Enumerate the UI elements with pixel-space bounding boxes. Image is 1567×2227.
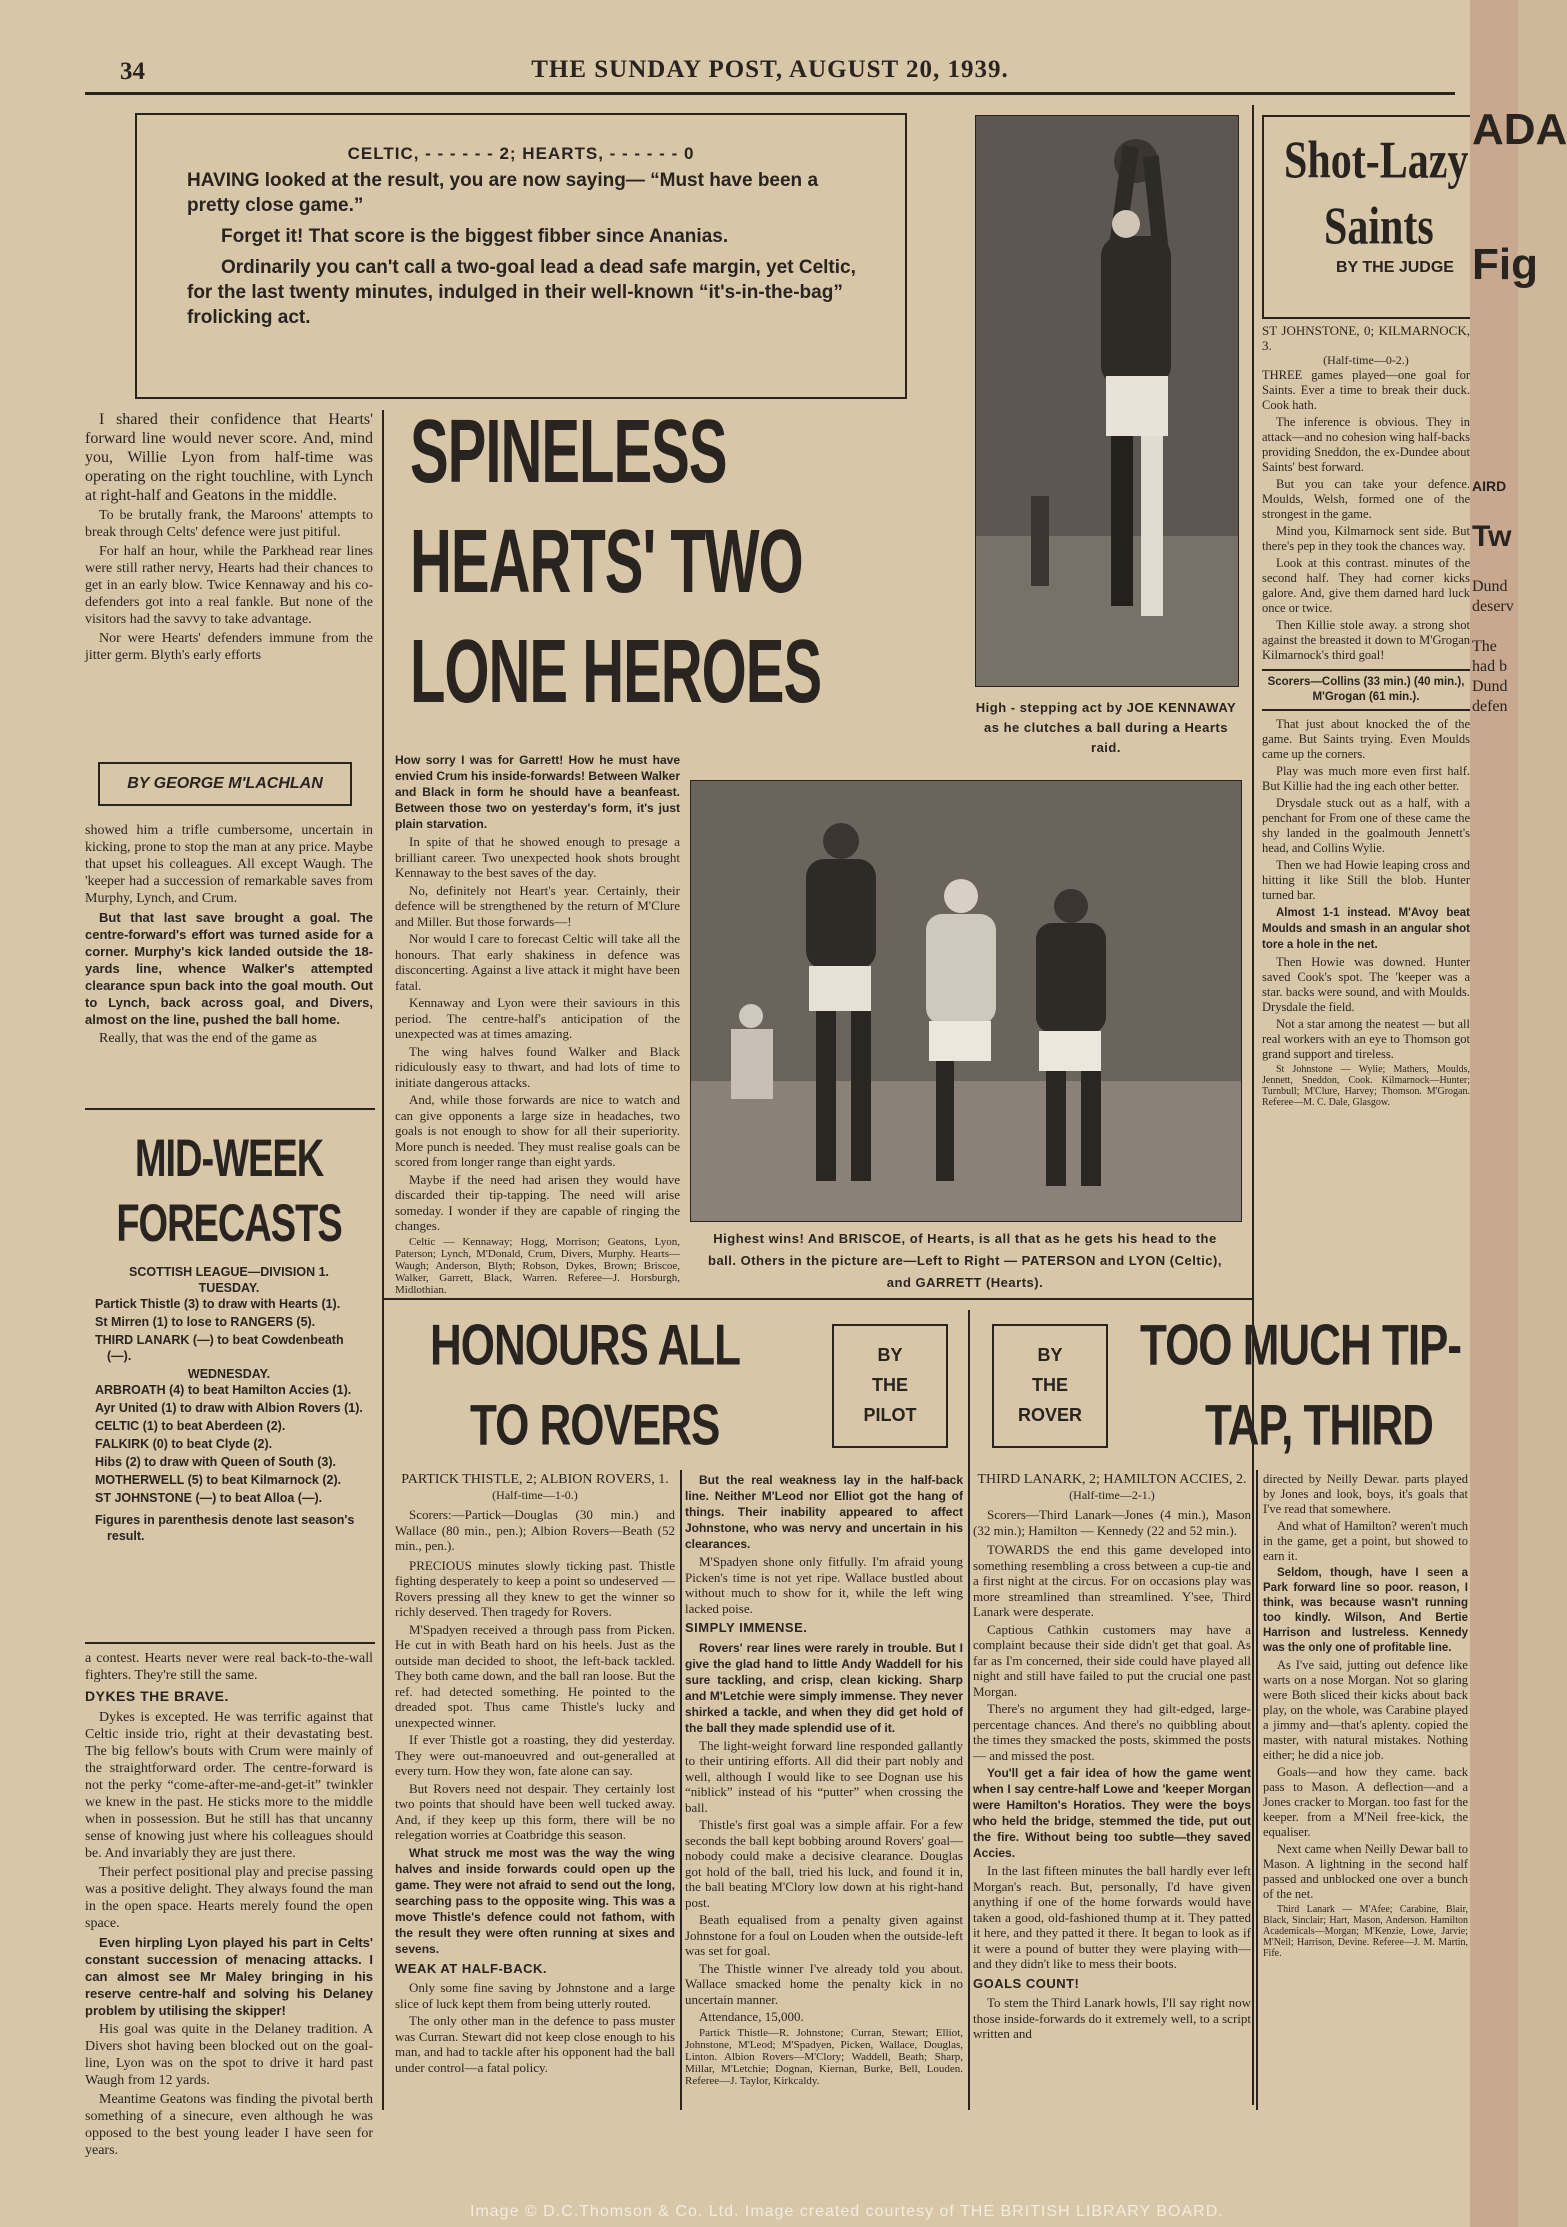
saints-p6: Then Killie stole away. a strong shot against the breasted it down to M'Grogan Kilmarnock's third goal!: [1262, 618, 1470, 662]
col1b-p4: Even hirpling Lyon played his part in Celts' constant succession of menacing attacks. I can almost see Mr Maley bringing in his reserve centre-half and solving his Delaney problem by utilising the skipper!: [85, 1935, 373, 2018]
forecast-tuesday-list: [85, 1296, 373, 1364]
third-sub1: GOALS COUNT!: [973, 1975, 1080, 1991]
edge-text-4: Tw: [1472, 520, 1512, 553]
saints-p2: The inference is obvious. They in attack—and no cohesion wing half-backs providing Sneddon, the ex-Dundee about Saints' best forward.: [1262, 415, 1470, 474]
forecast-box: [85, 1118, 373, 1638]
masthead-title: THE SUNDAY POST, AUGUST 20, 1939.: [531, 56, 1009, 83]
rovers-halftime: (Half-time—1-0.): [492, 1487, 578, 1502]
col2: [395, 752, 680, 1298]
col1b-p3: Their perfect positional play and precise passing was a positive delight. They always found the man in the open space. Hearts merely found the open space.: [85, 1865, 373, 1931]
third-headline: [1140, 1310, 1470, 1470]
rovers-p10: Beath equalised from a penalty given against Johnstone for a foul on Louden when the outside-left was set for goal.: [685, 1912, 963, 1958]
saints-halftime: (Half-time—0-2.): [1323, 353, 1409, 367]
rovers-p6: The only other man in the defence to pass muster was Curran. Stewart did not keep close enough to his man, and had to tackle after his opponent had the ball under control—a fatal policy.: [395, 2013, 675, 2075]
headline-line-3: LONE HEROES: [410, 621, 822, 723]
column-rule-right: [1252, 105, 1254, 2105]
lead-p2: Forget it! That score is the biggest fibber since Ananias.: [221, 226, 729, 247]
rover-the: THE: [1032, 1375, 1068, 1395]
forecast-t1: Partick Thistle (3) to draw with Hearts (1).: [95, 1297, 341, 1311]
pilot-byline-box: [832, 1324, 948, 1448]
saints-headline-box: [1262, 115, 1504, 319]
col1-p4: Nor were Hearts' defenders immune from the jitter germ. Blyth's early efforts: [85, 631, 373, 663]
saints-headline-2: Saints: [1324, 198, 1434, 256]
forecast-t2: St Mirren (1) to lose to RANGERS (5).: [95, 1315, 316, 1329]
rovers-p11: The Thistle winner I've already told you about. Wallace smacked home the penalty kick in no uncertain manner.: [685, 1960, 963, 2007]
forecast-rule-bottom: [85, 1642, 375, 1644]
third-p4: In the last fifteen minutes the ball hardly ever left Morgan's reach. But, personally, I'd have given anything if one of the home forwards would have taken a good, old-fashioned thump at it. They patted it here, and they patted it there. It began to look as if it were a pound of butter they were playing with—and they didn't like to mess their boots.: [973, 1863, 1251, 1971]
third-p5: To stem the Third Lanark howls, I'll say right now those inside-forwards do it extremely well, to a script written and: [973, 1995, 1251, 2041]
column-rule-mid: [968, 1310, 970, 2110]
edge-text-5: Dund: [1472, 578, 1508, 595]
photo-goalkeeper: [975, 115, 1239, 687]
third-halftime: (Half-time—2-1.): [1069, 1487, 1155, 1502]
page-number: 34: [120, 58, 145, 85]
col2-p5: The wing halves found Walker and Black ridiculously easy to thwart, and had lots of time to initiate dangerous attacks.: [395, 1043, 680, 1090]
lead-box: [135, 113, 907, 399]
edge-text-3: AIRD: [1472, 478, 1507, 494]
rovers-scorers: Scorers:—Partick—Douglas (30 min.) and Wallace (80 min., pen.); Albion Rovers—Beath (52 min., pen.).: [395, 1507, 675, 1553]
rovers-sub2: SIMPLY IMMENSE.: [685, 1620, 808, 1635]
forecast-w6: MOTHERWELL (5) to beat Kilmarnock (2).: [95, 1473, 342, 1487]
saints-p7: That just about knocked the of the game. But Saints trying. Even Moulds came up the corners.: [1262, 717, 1470, 761]
col1-mid: [85, 822, 373, 1049]
col1b-p2: Dykes is excepted. He was terrific against that Celtic inside trio, right at their devastating best. The big fellow's bouts with Crum were mainly of the straightforward order. The centre-forward is not the perky “come-after-me-and-get-it” twinkler we knew in the past. He sticks more to the middle when in possession. But he still has that uncanny sense of knowing just where his colleagues should be. And invariably they are just there.: [85, 1710, 373, 1861]
goalkeeper-photo-art: [976, 116, 1238, 686]
saints-p3: But you can take your defence. Moulds, Welsh, formed one of the strongest in the game.: [1262, 477, 1470, 521]
edge-text-6: deserv: [1472, 598, 1514, 615]
lead-result: CELTIC, - - - - - - 2; HEARTS, - - - - - - 0: [347, 144, 695, 163]
lower-section-rule: [382, 1298, 1254, 1300]
photo-header-duel: [690, 780, 1242, 1222]
third-p2: Captious Cathkin customers may have a complaint because their side didn't get that goal. As far as I'm concerned, their side could have played all night and still have failed to put the crucial one past Morgan.: [973, 1621, 1251, 1699]
col2-p4: Kennaway and Lyon were their saviours in this period. The centre-half's anticipation of the unexpected was at times amazing.: [395, 995, 680, 1041]
col2-p6: And, while those forwards are nice to watch and can give opponents a large size in headaches, two goals is not enough to show for all their superiority. More punch is needed. They must realise goals can be scored from longer range than eight yards.: [395, 1092, 680, 1169]
col2-teams: Celtic — Kennaway; Hogg, Morrison; Geatons, Lyon, Paterson; Lynch, M'Donald, Crum, Divers, Murphy. Hearts—Waugh; Anderson, Blyth; Robson, Dykes, Brown; Briscoe, Walker, Garrett, Black, Warren. Referee—J. Horsburgh, Midlothian.: [395, 1235, 680, 1296]
adjacent-page-edge: [1470, 0, 1567, 2227]
saints-teams: St Johnstone — Wylie; Mathers, Moulds, Jennett, Sneddon, Cook. Kilmarnock—Hunter; Turnbull; M'Clure, Harvey; Thomson. M'Grogan. Referee—M. C. Dale, Glasgow.: [1262, 1064, 1470, 1108]
forecast-rule: [85, 1108, 375, 1110]
edge-text-10: defen: [1472, 698, 1508, 715]
column-rule-2: [680, 1470, 682, 2110]
col1b-sub1: DYKES THE BRAVE.: [85, 1688, 229, 1704]
rovers-p9: Thistle's first goal was a simple affair. For a few seconds the ball kept bobbing around Rovers' goal—nobody could make a decisive clearance. Douglas got hold of the ball, tried his luck, and found it in, the ball beating M'Clory low down at his right-hand post.: [685, 1817, 963, 1910]
third-col-b: [1263, 1472, 1468, 2112]
saints-p11: Then Howie was downed. Hunter saved Cook's spot. The 'keeper was a star. backs were sound, and with Moulds. Drysdale the field.: [1262, 955, 1470, 1014]
photo2-caption: Highest wins! And BRISCOE, of Hearts, is all that as he gets his head to the ball. Others in the picture are—Left to Right — PATERSON and LYON (Celtic), and GARRETT (Hearts).: [708, 1231, 1222, 1290]
pilot-the: THE: [872, 1375, 908, 1395]
third-c2p2: And what of Hamilton? weren't much in the game, get a point, but showed to earn it.: [1263, 1519, 1468, 1563]
col1-top: [85, 410, 373, 666]
saints-bold1: Almost 1-1 instead. M'Avoy beat Moulds and smash in an angular shot tore a hole in the net.: [1262, 907, 1470, 951]
edge-text-9: Dund: [1472, 678, 1508, 695]
forecast-w4: FALKIRK (0) to beat Clyde (2).: [95, 1437, 273, 1451]
saints-p8: Play was much more even first half. But Killie had the ing each other better.: [1262, 764, 1470, 793]
rovers-col-b: [685, 1472, 963, 2089]
saints-p12: Not a star among the neatest — but all real workers with an eye to Thomson got grand support and tireless.: [1262, 1017, 1470, 1061]
col1b-p6: Meantime Geatons was finding the pivotal berth something of a sinecure, even although he was opposed to the best young leader I have seen for years.: [85, 2092, 373, 2158]
col2-p2: No, definitely not Heart's year. Certainly, their defence will be strengthened by the return of M'Clure and Miller. But those forwards—!: [395, 882, 680, 929]
headline-line-1: SPINELESS: [410, 401, 727, 503]
forecast-t3: THIRD LANARK (—) to beat Cowdenbeath (—).: [95, 1333, 344, 1363]
rovers-bold2: But the real weakness lay in the half-back line. Neither M'Leod nor Elliot got the hang of things. Their inability appeared to affect Johnstone, who was nervy and uncertain in his clearances.: [685, 1473, 963, 1551]
column-rule-4: [1256, 1470, 1258, 2110]
rover-name: ROVER: [1017, 1405, 1082, 1425]
third-p3: There's no argument they had gilt-edged, large-percentage chances. And there's no quibbling about the times they smacked the posts, skimmed the posts — and missed the post.: [973, 1701, 1251, 1763]
third-headline-1: TOO MUCH TIP-: [1140, 1314, 1462, 1378]
rovers-p7: M'Spadyen shone only fitfully. I'm afraid young Picken's time is not yet ripe. Wallace bustled about without much to show for it, while the left wing lacked poise.: [685, 1554, 963, 1616]
col1b-p1: a contest. Hearts never were real back-to-the-wall fighters. They're still the same.: [85, 1651, 373, 1683]
rovers-headline-1: HONOURS ALL: [430, 1314, 741, 1378]
col2-p7: Maybe if the need had arisen they would have discarded their tip-tapping. The need will arise someday. I wonder if they are capable of ringing the changes.: [395, 1171, 680, 1233]
rovers-sub1: WEAK AT HALF-BACK.: [395, 1960, 547, 1976]
saints-scorers: Scorers—Collins (33 min.) (40 min.), M'Grogan (61 min.).: [1267, 676, 1465, 703]
copyright-footer: Image © D.C.Thomson & Co. Ltd. Image created courtesy of THE BRITISH LIBRARY BOARD.: [470, 2203, 1224, 2220]
edge-text-2: Fig: [1472, 240, 1538, 289]
rovers-p4: But Rovers need not despair. They certainly lost two points that should have been well tucked away. And, if they keep up this form, there will be no relegation worries at Coatbridge this season.: [395, 1780, 675, 1842]
third-headline-2: TAP, THIRD: [1205, 1394, 1433, 1458]
page-header: [85, 50, 1455, 95]
rovers-bold3: Rovers' rear lines were rarely in trouble. But I give the glad hand to little Andy Waddell for his sure tackling, and crisp, clean kicking. Sharp and M'Letchie were simply immense. They never shirked a tackle, and when they did get hold of the ball they made splendid use of it.: [685, 1640, 963, 1735]
pilot-name: PILOT: [863, 1405, 917, 1425]
header-duel-photo-art: [691, 781, 1241, 1221]
third-c2p5: Next came when Neilly Dewar ball to Mason. A lightning in the second half passed and unblocked one over a bunch of the net.: [1263, 1842, 1468, 1901]
third-result: THIRD LANARK, 2; HAMILTON ACCIES, 2.: [977, 1472, 1247, 1487]
rovers-bold1: What struck me most was the way the wing halves and inside forwards could open up the game. They were not afraid to send out the long, searching pass to the opposite wing. This was a move Thistle's defence could not fathom, with the result they were often running at sixes and sevens.: [395, 1845, 675, 1956]
third-c2p4: Goals—and how they came. back pass to Mason. A deflection—and a Jones cracker to Morgan. too fast for the keeper. from a M'Neil free-kick, the equaliser.: [1263, 1765, 1468, 1839]
rovers-headline: [430, 1310, 820, 1470]
rovers-col-a: [395, 1472, 675, 2077]
lead-p3: Ordinarily you can't call a two-goal lead a dead safe margin, yet Celtic, for the last twenty minutes, indulged in their well-known “it's-in-the-bag” frolicking act.: [187, 257, 856, 328]
rovers-teams: Partick Thistle—R. Johnstone; Curran, Stewart; Elliot, Johnstone, M'Leod; M'Spadyen, Picken, Wallace, Douglas, Linton. Albion Rovers—M'Clory; Waddell, Beath; Sharp, Millar, M'Letchie; Dognan, Kiernan, Burke, Bell, Louden. Referee—J. Taylor, Kirkcaldy.: [685, 2026, 963, 2087]
third-scorers: Scorers—Third Lanark—Jones (4 min.), Mason (32 min.); Hamilton — Kennedy (22 and 52 min.).: [973, 1507, 1251, 1538]
forecast-w5: Hibs (2) to draw with Queen of South (3).: [95, 1455, 336, 1469]
third-c2bold: Seldom, though, have I seen a Park forward line so poor. reason, I think, was because wasn't running too kindly. Wilson, And Bertie Harrison and lustreless. Kennedy was the only one of profitable line.: [1263, 1567, 1468, 1654]
column-rule-1: [382, 410, 384, 2110]
headline-line-2: HEARTS' TWO: [410, 511, 803, 613]
third-c2p1: directed by Neilly Dewar. parts played by Jones and look, boys, it's goals that I've read that somewhere.: [1263, 1472, 1468, 1516]
saints-headline-1: Shot-Lazy: [1284, 132, 1469, 190]
forecast-title-1: MID-WEEK: [134, 1130, 324, 1189]
rovers-p1: PRECIOUS minutes slowly ticking past. Thistle fighting desperately to keep a point so undeserved — Rovers pressing all they knew to get the winner so richly deserved. Then tragedy for Rovers.: [395, 1557, 675, 1619]
saints-p10: Then we had Howie leaping cross and hitting it like Still the blob. Hunter turned bar.: [1262, 858, 1470, 902]
photo1-caption: High - stepping act by JOE KENNAWAY as he clutches a ball during a Hearts raid.: [975, 700, 1237, 755]
saints-column: [1262, 115, 1470, 1295]
rovers-headline-2: TO ROVERS: [470, 1394, 720, 1458]
col2-p3: Nor would I care to forecast Celtic will take all the honours. That early shakiness in defence was disconcerting. Against a live attack it might have been fatal.: [395, 931, 680, 993]
saints-result: ST JOHNSTONE, 0; KILMARNOCK, 3.: [1262, 323, 1470, 353]
col1-bottom: [85, 1650, 373, 2161]
forecast-day-1: TUESDAY.: [198, 1281, 260, 1295]
third-bold1: You'll get a fair idea of how the game went when I say centre-half Lowe and 'keeper Morgan were Hamilton's Horatios. They were the boys who held the bridge, stemmed the tide, put out the fire. Without being too subtle—they saved Accies.: [973, 1766, 1251, 1860]
forecast-day-2: WEDNESDAY.: [187, 1367, 271, 1381]
rovers-attendance: Attendance, 15,000.: [699, 2009, 804, 2024]
col1b-p5: His goal was quite in the Delaney tradition. A Divers shot having been blocked out on the goal-line, Lyon was on the spot to drive it hard past Waugh from 12 yards.: [85, 2022, 373, 2088]
lead-p1: HAVING looked at the result, you are now saying— “Must have been a pretty close game.”: [187, 170, 819, 216]
col1-p6: But that last save brought a goal. The centre-forward's effort was turned aside for a corner. Murphy's kick landed outside the 18-yards line, whence Walker's attempted clearance spun back into the goal mouth. Out to Lynch, back across goal, and Divers, almost on the line, pushed the ball home.: [85, 910, 373, 1027]
third-c2p3: As I've said, jutting out defence like warts on a nose Morgan. Not so glaring were Both sliced their kicks about back play, on the whole, was Carabine played a jimmy and—that's aplenty. copied the master, with natural mistakes. Nothing either; he did a nice job.: [1263, 1658, 1468, 1762]
col2-p1: In spite of that he showed enough to presage a brilliant career. Two unexpected hook shots brought Kennaway to the best saves of the day.: [395, 834, 680, 880]
col1-p7: Really, that was the end of the game as: [99, 1031, 317, 1046]
forecast-league: SCOTTISH LEAGUE—DIVISION 1.: [128, 1265, 330, 1279]
col1-p5: showed him a trifle cumbersome, uncertain in kicking, prone to stop the man at any price. Maybe that upset his colleagues. All except Waugh. The 'keeper had a succession of remarkable saves from Murphy, Lynch, and Crum.: [85, 823, 373, 906]
edge-text-1: ADA: [1472, 105, 1567, 154]
col1-p3: For half an hour, while the Parkhead rear lines were still rather nervy, Hearts had their chances to get in an early blow. Twice Kennaway and his co-defenders got into a real fankle. But none of the visitors had the savvy to take advantage.: [85, 544, 373, 627]
rover-by: BY: [1037, 1345, 1063, 1365]
forecast-note: Figures in parenthesis denote last season's result.: [95, 1513, 355, 1543]
george-byline: [98, 762, 352, 806]
main-headline: [410, 400, 910, 730]
saints-byline: BY THE JUDGE: [1336, 259, 1454, 276]
edge-text-8: had b: [1472, 658, 1508, 675]
third-teams: Third Lanark — M'Afee; Carabine, Blair, Black, Sinclair; Hart, Mason, Anderson. Hamilton Academicals—Morgan; M'Kenzie, Lowe, Jarvie; M'Neil; Harrison, Devine. Referee—J. M. Martin, Fife.: [1263, 1904, 1468, 1959]
rovers-p2: M'Spadyen received a through pass from Picken. He cut in with Beath hard on his heels. Just as the outside man decided to shoot, the left-back tackled. They both came down, and the ball ran loose. But the ref. had detected something. He pointed to the dreaded spot. Thus came Thistle's lucky and unexpected winner.: [395, 1621, 675, 1730]
saints-p4: Mind you, Kilmarnock sent side. But there's pep in they took the chances way.: [1262, 524, 1470, 553]
col2-intro: How sorry I was for Garrett! How he must have envied Crum his inside-forwards! Between Walker and Black in form he should have a beanfeast. Between those two on yesterday's form, it's just plain starvation.: [395, 753, 680, 831]
pilot-by: BY: [877, 1345, 903, 1365]
saints-p5: Look at this contrast. minutes of the second half. They had corner kicks galore. And, give them darned hard luck once or twice.: [1262, 556, 1470, 615]
third-p1: TOWARDS the end this game developed into something resembling a cross between a cup-tie and a first night at the circus. For on occasions play was more streamlined than streamlined. Y'see, Third Lanark were desperate.: [973, 1542, 1251, 1619]
saints-p1: THREE games played—one goal for Saints. Ever a time to break their duck. Cook hath.: [1262, 368, 1470, 412]
rovers-p3: If ever Thistle got a roasting, they did yesterday. They were out-manoeuvred and out-generalled at every turn. How they won, fate alone can say.: [395, 1732, 675, 1778]
byline-george: BY GEORGE M'LACHLAN: [127, 775, 323, 792]
forecast-wednesday-list: [85, 1382, 373, 1544]
forecast-w3: CELTIC (1) to beat Aberdeen (2).: [95, 1419, 286, 1433]
forecast-w2: Ayr United (1) to draw with Albion Rovers (1).: [95, 1401, 363, 1415]
edge-text-7: The: [1472, 638, 1497, 655]
saints-scorers-box: [1262, 669, 1470, 711]
saints-p9: Drysdale stuck out as a half, with a penchant for From one of these came the shy landed in the goalmouth Jennett's head, and Collins Wylie.: [1262, 796, 1470, 855]
forecast-title-2: FORECASTS: [116, 1195, 342, 1254]
rovers-p5: Only some fine saving by Johnstone and a large slice of luck kept them from being utterly routed.: [395, 1980, 675, 2011]
rover-byline-box: [992, 1324, 1108, 1448]
forecast-w7: ST JOHNSTONE (—) to beat Alloa (—).: [95, 1491, 323, 1505]
col1-p2: To be brutally frank, the Maroons' attempts to break through Celts' defence were just pitiful.: [85, 508, 373, 540]
forecast-w1: ARBROATH (4) to beat Hamilton Accies (1).: [95, 1383, 352, 1397]
rovers-result: PARTICK THISTLE, 2; ALBION ROVERS, 1.: [401, 1472, 669, 1487]
col1-p1: I shared their confidence that Hearts' forward line would never score. And, mind you, Willie Lyon from half-time was operating on the right touchline, with Lynch at right-half and Geatons in the middle.: [85, 411, 373, 504]
saints-body: [1262, 323, 1470, 1108]
rovers-p8: The light-weight forward line responded gallantly to their untiring efforts. All did their part nobly and well, although I would like to see Dognan use his “niblick” instead of his “putter” when crossing the ball.: [685, 1737, 963, 1815]
third-col-a: [973, 1472, 1251, 2044]
